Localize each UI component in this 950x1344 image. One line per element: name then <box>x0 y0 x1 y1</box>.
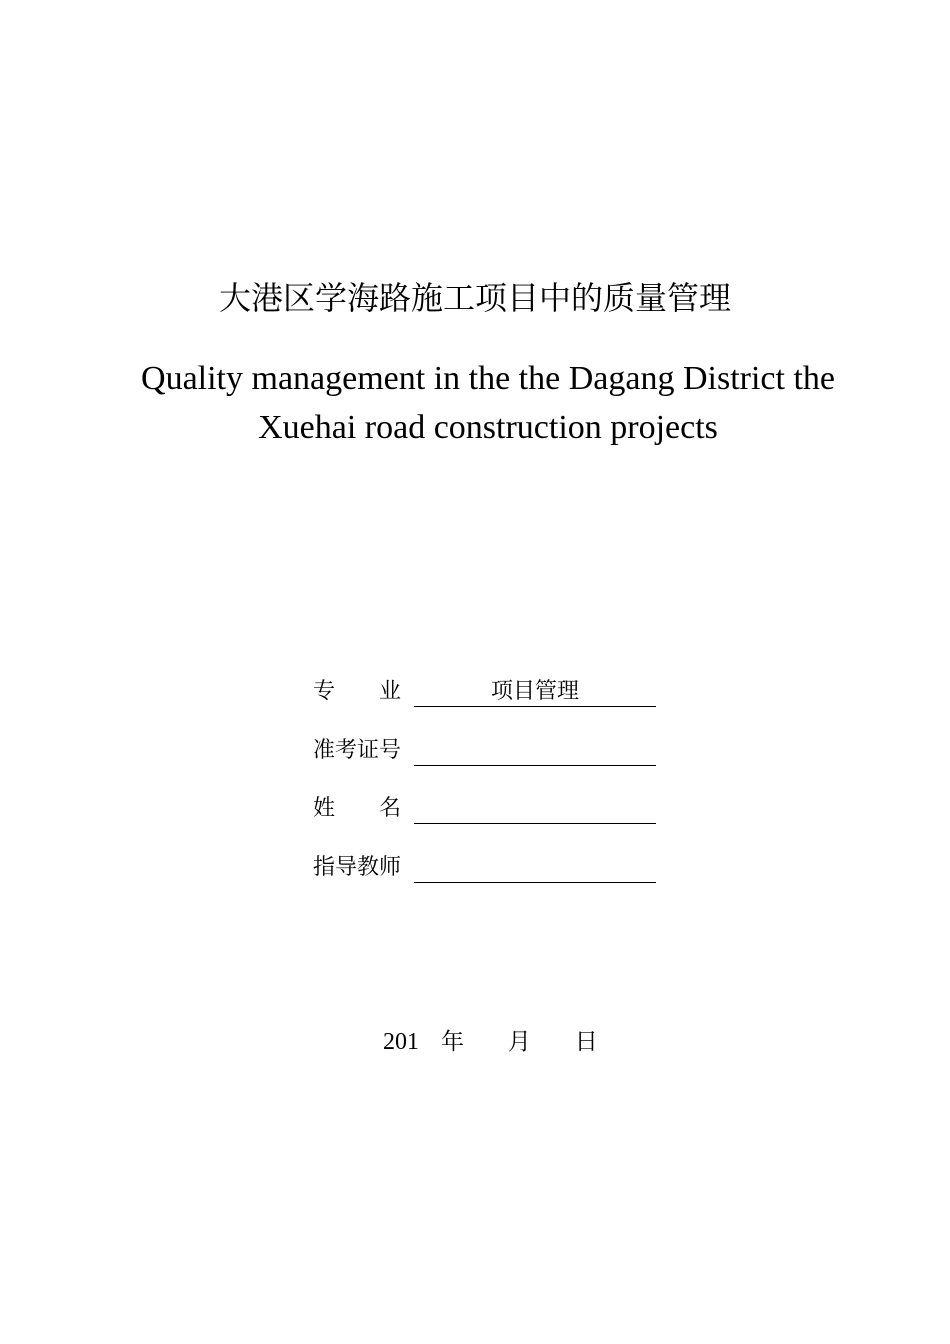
exam-number-field[interactable] <box>414 730 656 766</box>
name-label: 姓 名 <box>313 796 402 821</box>
exam-number-label: 准考证号 <box>313 737 402 763</box>
advisor-label: 指导教师 <box>313 854 402 880</box>
form-row-name <box>313 791 673 850</box>
major-value: 项目管理 <box>490 679 579 704</box>
cover-info-form <box>313 674 673 908</box>
name-field[interactable] <box>414 788 656 824</box>
year-number: 201 <box>383 1029 419 1055</box>
major-label: 专 业 <box>313 679 402 704</box>
major-field[interactable] <box>414 671 656 707</box>
year-unit: 年 <box>440 1029 464 1055</box>
english-title: Quality management in the the Dagang District the Xuehai road construction projects <box>141 360 835 446</box>
month-unit: 月 <box>507 1029 531 1055</box>
date-line <box>383 1024 598 1060</box>
form-row-exam-number <box>313 733 673 792</box>
chinese-title: 大港区学海路施工项目中的质量管理 <box>218 279 731 317</box>
form-row-advisor <box>313 850 673 909</box>
day-unit: 日 <box>574 1029 598 1055</box>
advisor-field[interactable] <box>414 847 656 883</box>
form-row-major <box>313 674 673 733</box>
